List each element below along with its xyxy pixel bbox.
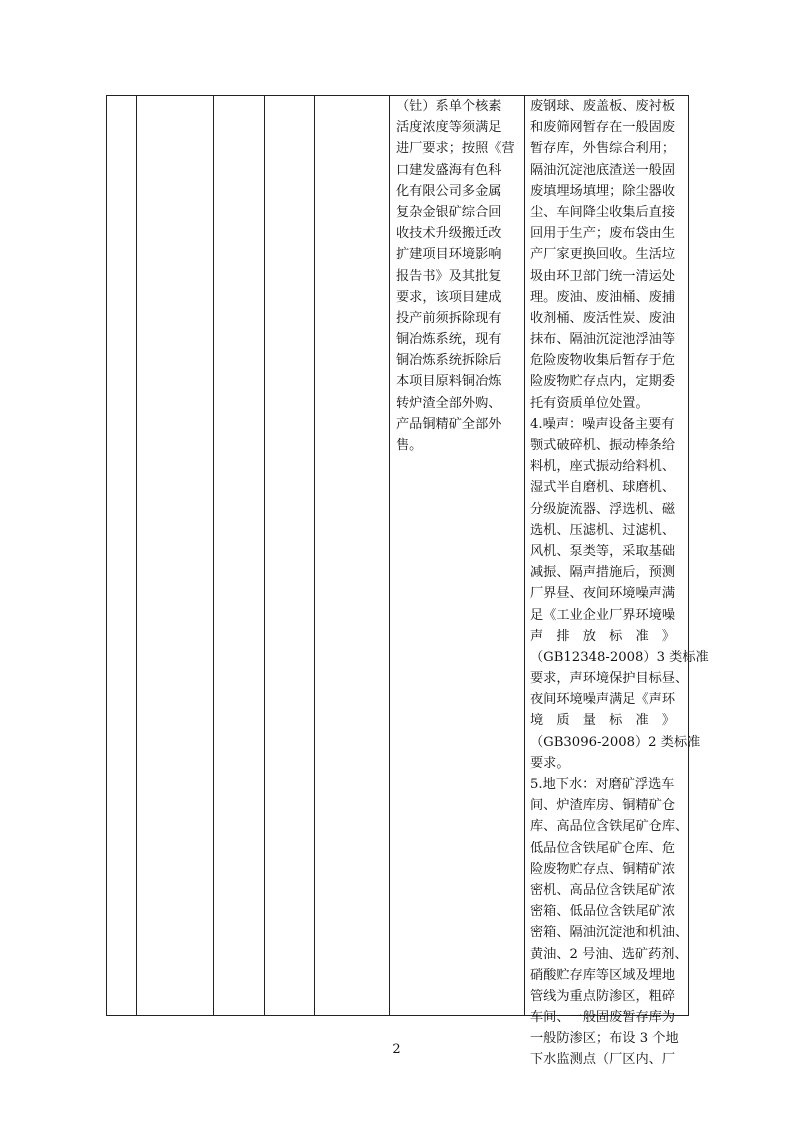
text-line: 下水监测点（厂区内、厂: [530, 1052, 676, 1068]
text-line: 售。: [396, 438, 423, 453]
text-line: 暂存库，外售综合利用；: [530, 141, 676, 157]
text-line: 产品铜精矿全部外: [396, 416, 502, 432]
text-line: 料机，座式振动给料机、: [530, 459, 676, 475]
text-line: 活度浓度等须满足: [396, 120, 502, 136]
text-line: 分级旋流器、浮选机、磁: [530, 501, 676, 517]
text-line: 转炉渣全部外购、: [396, 395, 502, 411]
text-line: 收技术升级搬迁改: [396, 226, 502, 242]
text-line: 要求，声环境保护目标昼、: [530, 671, 689, 687]
text-line: 化有限公司多金属: [396, 183, 502, 199]
text-line: 声 排 放 标 准 》: [530, 628, 676, 644]
text-line: 尘、车间降尘收集后直接: [530, 204, 676, 220]
column-divider: [314, 96, 315, 1015]
text-line: 颚式破碎机、振动棒条给: [530, 438, 676, 453]
text-line: 投产前须拆除现有: [396, 310, 502, 326]
text-line: 收剂桶、废活性炭、废油: [530, 310, 676, 326]
text-line: 低品位含铁尾矿仓库、危: [530, 840, 676, 856]
text-line: 硝酸贮存库等区域及埋地: [530, 967, 676, 983]
text-line: 风机、泵类等，采取基础: [530, 543, 676, 559]
text-line: 废钢球、废盖板、废衬板: [530, 99, 676, 114]
text-line: 选机、压滤机、过滤机、: [530, 522, 676, 538]
text-line: 减振、隔声措施后，预测: [530, 565, 676, 581]
text-line: 库、高品位含铁尾矿仓库、: [530, 819, 689, 835]
text-line: 本项目原料铜冶炼: [396, 374, 502, 390]
text-line: （GB12348-2008）3 类标准: [530, 649, 709, 665]
text-line: 扩建项目环境影响: [396, 247, 502, 263]
text-line: 密机、高品位含铁尾矿浓: [530, 882, 676, 898]
text-line: （GB3096-2008）2 类标准: [530, 734, 701, 750]
text-line: 险废物贮存点、铜精矿浓: [530, 861, 676, 877]
column-divider: [264, 96, 265, 1015]
text-line: 密箱、隔油沉淀池和机油、: [530, 925, 689, 941]
text-line: 5.地下水：对磨矿浮选车: [530, 777, 675, 792]
text-line: 4.噪声：噪声设备主要有: [530, 416, 675, 432]
table-cell-measures: [530, 96, 709, 1071]
text-line: 产厂家更换回收。生活垃: [530, 247, 676, 263]
text-line: 要求，该项目建成: [396, 289, 502, 305]
text-line: 管线为重点防渗区，粗碎: [530, 988, 676, 1004]
column-divider: [389, 96, 390, 1015]
text-line: 间、炉渣库房、铜精矿仓: [530, 798, 676, 814]
text-line: 足《工业企业厂界环境噪: [530, 607, 676, 623]
text-line: 抹布、隔油沉淀池浮油等: [530, 332, 676, 348]
text-line: 口建发盛海有色科: [396, 162, 502, 178]
text-line: 险废物贮存点内，定期委: [530, 374, 676, 390]
text-line: 危险废物收集后暂存于危: [530, 353, 676, 369]
text-line: 废填埋场填埋；除尘器收: [530, 183, 676, 199]
text-line: 铜冶炼系统拆除后: [396, 353, 502, 369]
text-line: （钍）系单个核素: [396, 99, 502, 114]
text-line: 车间、一般固废暂存库为: [530, 1010, 676, 1026]
column-divider: [524, 96, 525, 1015]
text-line: 一般防渗区；布设 3 个地: [530, 1031, 679, 1047]
text-line: 进厂要求；按照《营: [396, 141, 515, 157]
text-line: 圾由环卫部门统一清运处: [530, 268, 676, 284]
column-divider: [136, 96, 137, 1015]
text-line: 复杂金银矿综合回: [396, 204, 502, 220]
text-line: 密箱、低品位含铁尾矿浓: [530, 904, 676, 920]
text-line: 和废筛网暂存在一般固废: [530, 120, 676, 136]
table-cell-requirements: [396, 96, 522, 456]
text-line: 厂界昼、夜间环境噪声满: [530, 586, 676, 602]
page-number: 2: [392, 1042, 401, 1057]
column-divider: [213, 96, 214, 1015]
text-line: 报告书》及其批复: [396, 268, 502, 284]
text-line: 铜冶炼系统，现有: [396, 332, 502, 348]
text-line: 回用于生产；废布袋由生: [530, 226, 676, 242]
text-line: 湿式半自磨机、球磨机、: [530, 480, 676, 496]
text-line: 要求。: [530, 755, 570, 771]
text-line: 隔油沉淀池底渣送一般固: [530, 162, 676, 178]
text-line: 夜间环境噪声满足《声环: [530, 692, 676, 708]
text-line: 托有资质单位处置。: [530, 395, 649, 411]
text-line: 境 质 量 标 准 》: [530, 713, 676, 729]
text-line: 黄油、2 号油、选矿药剂、: [530, 946, 688, 962]
document-table: [106, 95, 709, 1068]
text-line: 理。废油、废油桶、废捕: [530, 289, 676, 305]
